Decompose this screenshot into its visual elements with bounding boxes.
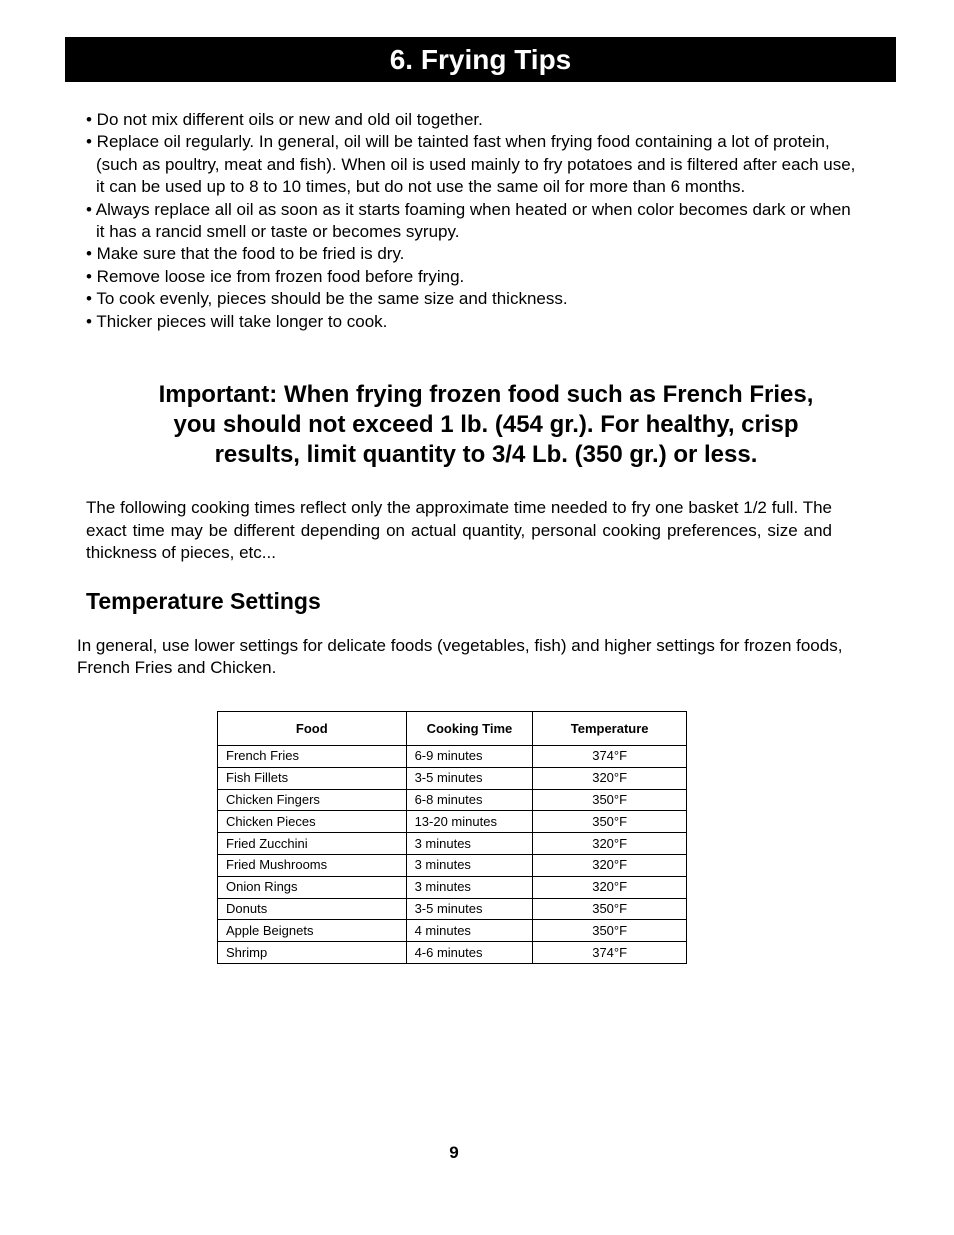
- tips-list: [86, 109, 856, 333]
- temperature-cell: 350°F: [533, 789, 687, 811]
- food-cell: Fried Zucchini: [218, 833, 407, 855]
- food-cell: Onion Rings: [218, 876, 407, 898]
- page-number: 9: [449, 1143, 459, 1162]
- table-row: [218, 789, 687, 811]
- table-row: [218, 833, 687, 855]
- cooking-table: [217, 711, 687, 964]
- temperature-cell: 374°F: [533, 746, 687, 768]
- time-cell: 3 minutes: [406, 854, 533, 876]
- important-notice: [86, 380, 886, 470]
- temperature-cell: 350°F: [533, 898, 687, 920]
- time-cell: 6-8 minutes: [406, 789, 533, 811]
- table-row: [218, 920, 687, 942]
- temperature-general-text: In general, use lower settings for delicate foods (vegetables, fish) and higher settings for frozen foods, French Fries and Chicken.: [77, 636, 843, 677]
- tip-item: • Replace oil regularly. In general, oil will be tainted fast when frying food containing a lot of protein, (such as poultry, meat and fish). When oil is used mainly to fry potatoes and is filtered after each use, it can be used up to 8 to 10 times, but do not use the same oil for more than 6 months.: [86, 132, 856, 197]
- food-cell: Donuts: [218, 898, 407, 920]
- time-cell: 4-6 minutes: [406, 942, 533, 964]
- temperature-cell: 320°F: [533, 854, 687, 876]
- food-cell: Apple Beignets: [218, 920, 407, 942]
- important-line: Important: When frying frozen food such as French Fries,: [158, 381, 814, 408]
- time-cell: 6-9 minutes: [406, 746, 533, 768]
- food-cell: Shrimp: [218, 942, 407, 964]
- tip-item: • Thicker pieces will take longer to cook.: [86, 311, 388, 331]
- temperature-cell: 320°F: [533, 833, 687, 855]
- food-cell: Fried Mushrooms: [218, 854, 407, 876]
- tip-item: • Make sure that the food to be fried is dry.: [86, 244, 405, 264]
- time-cell: 4 minutes: [406, 920, 533, 942]
- food-cell: Fish Fillets: [218, 767, 407, 789]
- temperature-cell: 350°F: [533, 811, 687, 833]
- section-heading: Temperature Settings: [86, 588, 321, 614]
- food-cell: Chicken Pieces: [218, 811, 407, 833]
- column-header-temperature: Temperature: [533, 712, 687, 746]
- temperature-cell: 320°F: [533, 876, 687, 898]
- column-header-cooking-time: Cooking Time: [406, 712, 533, 746]
- time-cell: 3 minutes: [406, 876, 533, 898]
- important-line: results, limit quantity to 3/4 Lb. (350 gr.) or less.: [214, 441, 758, 468]
- temperature-cell: 320°F: [533, 767, 687, 789]
- page-title-bar: [65, 37, 896, 82]
- table-row: [218, 811, 687, 833]
- table-row: [218, 767, 687, 789]
- table-header-row: [218, 712, 687, 746]
- tip-item: • Always replace all oil as soon as it starts foaming when heated or when color becomes dark or when it has a rancid smell or taste or becomes syrupy.: [86, 199, 851, 242]
- table-row: [218, 898, 687, 920]
- table-row: [218, 942, 687, 964]
- time-cell: 3 minutes: [406, 833, 533, 855]
- food-cell: French Fries: [218, 746, 407, 768]
- time-cell: 3-5 minutes: [406, 767, 533, 789]
- tip-item: • Do not mix different oils or new and old oil together.: [86, 110, 483, 129]
- cooking-times-note: The following cooking times reflect only the approximate time needed to fry one basket 1/2 full. The exact time may be different depending on actual quantity, personal cooking preferences, size and thickness of pieces, etc...: [86, 498, 832, 562]
- important-line: you should not exceed 1 lb. (454 gr.). For healthy, crisp: [173, 411, 799, 438]
- tip-item: • Remove loose ice from frozen food before frying.: [86, 266, 465, 286]
- tip-item: • To cook evenly, pieces should be the same size and thickness.: [86, 289, 568, 309]
- time-cell: 3-5 minutes: [406, 898, 533, 920]
- temperature-cell: 374°F: [533, 942, 687, 964]
- time-cell: 13-20 minutes: [406, 811, 533, 833]
- temperature-cell: 350°F: [533, 920, 687, 942]
- table-row: [218, 746, 687, 768]
- page-title: 6. Frying Tips: [389, 44, 572, 75]
- table-row: [218, 876, 687, 898]
- column-header-food: Food: [218, 712, 407, 746]
- table-row: [218, 854, 687, 876]
- food-cell: Chicken Fingers: [218, 789, 407, 811]
